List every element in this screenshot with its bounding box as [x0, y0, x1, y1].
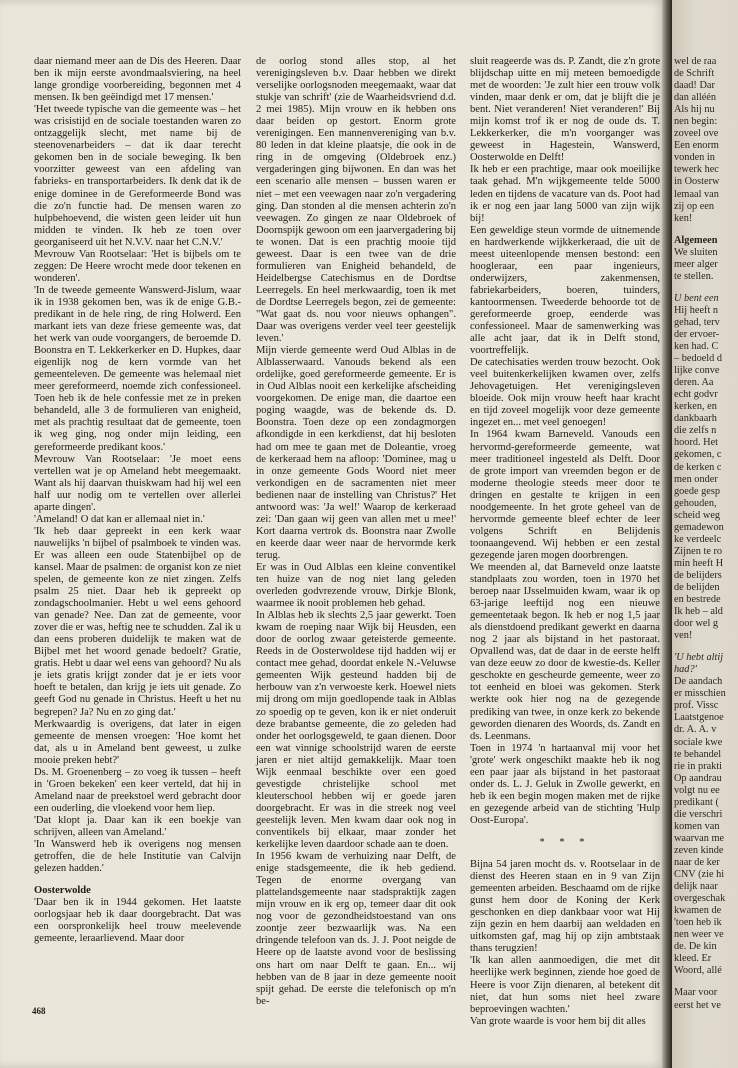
cropped-line: sociale kwe: [674, 736, 723, 748]
paragraph: 'Daar ben ik in 1944 gekomen. Het laatste oorlogsjaar heb ik daar doorgebracht. Dat was een oorspronkelijk heel trouw meelevende gemeente, leraarlievend. Maar door: [34, 897, 241, 945]
paragraph: Mevrouw Van Rootselaar: 'Het is bijbels om te zeggen: De Heere wrocht mede door tekenen en wonderen'.: [34, 248, 241, 284]
paragraph: Er was in Oud Alblas een kleine conventikel ten huize van de nog niet lang geleden overleden godvrezende vrouw, Dirkje Blonk, waarmee ik nooit problemen heb gehad.: [256, 561, 456, 610]
cropped-line: De aandach: [674, 676, 723, 688]
cropped-line: rie in prakti: [674, 760, 723, 772]
cropped-line: die verschri: [674, 808, 723, 820]
cropped-line: Zijnen te ro: [674, 545, 723, 557]
cropped-line: Een enorm: [674, 140, 719, 152]
cropped-line: te behandel: [674, 748, 722, 760]
cropped-line: scheid weg: [674, 509, 721, 521]
cropped-line: ke verdeelc: [674, 533, 722, 545]
cropped-line: gemadewon: [674, 521, 724, 533]
cropped-line: CNV (zie hi: [674, 869, 725, 881]
cropped-line: meer alger: [674, 258, 718, 270]
cropped-line: Algemeen: [674, 234, 718, 246]
paragraph: We meenden al, dat Barneveld onze laatste standplaats zou worden, toen in 1970 het beroep naar IJsselmuiden kwam, waar ik op 63-jarige leeftijd nog een nieuwe gemeentetaak begon. Ik heb er nog 1,5 jaar als dienstdoend predikant gewerkt en daarna nog 2 jaar als bijstand in het pastoraat. Opvallend was, dat de daar in de eerste helft van deze eeuw zo door de kwestie-ds. Keller geschokte en gescheurde gemeente, weer zo tot eenheid en bloei was gekomen. Sterk werkte ook hier nog na de gezegende prediking van twee, in onze kerk zo bekende geworden dienaren des Woords, ds. Zandt en ds. Leenmans.: [470, 561, 660, 742]
cropped-line: men onder: [674, 473, 718, 485]
cropped-line: goede gesp: [674, 485, 721, 497]
cropped-line: kerken, en: [674, 401, 717, 413]
paragraph: 'In Wanswerd heb ik overigens nog mensen getroffen, die de hele Institutie van Calvijn gelezen hadden.': [34, 839, 241, 875]
cropped-line: in Oosterw: [674, 176, 720, 188]
cropped-line: nen begin:: [674, 116, 718, 128]
cropped-line: wel de raa: [674, 56, 717, 67]
paragraph: de oorlog stond alles stop, al het verenigingsleven b.v. Daar hebben we direkt verselijke oorlogsnoden meegemaakt, waar dat stukje van schrift' (zie de Waarheidsvriend d.d. 2 mei 1985). Mijn vrouw en ik hebben ons daar beiden op gestort. Enorm grote verenigingen. Een mannenvereniging van b.v. 80 leden in dat kleine plaatsje, die ook in de ring in de omgeving (Oldebroek enz.) vergaderingen ging bijwonen. En dan was het een scenario alle mensen – bussen waren er niet – met een veewagen naar zo'n vergadering ging. Dan stonden al die mensen achterin zo'n veewagen. Zo gingen ze naar Oldebroek of Doornspijk gewoon om een jaarvergadering bij te wonen. Dat is een prachtig mooie tijd geweest. Daar is een twee van de drie formulieren van Enigheid behandeld, de Heidelbergse Catechismus en de Dordtse Leerregels. En heel merkwaardig, toen ik met de Dordtse Leerregels begon, zei de gemeente: "Wat gaat ds. nou voor nieuws ophangen". Daar was overigens verder veel teer geestelijk leven.': [256, 56, 456, 345]
cropped-line: predikant (: [674, 796, 719, 808]
cropped-line: kwamen de: [674, 905, 722, 917]
cropped-line: 'U hebt altij: [674, 652, 724, 664]
cropped-line: had?': [674, 664, 697, 676]
text-column-2: [256, 56, 456, 1008]
cropped-line: hoord. Het: [674, 437, 719, 449]
cropped-line: U bent een: [674, 292, 719, 304]
cropped-line: tewerk hec: [674, 164, 719, 176]
paragraph: Bijna 54 jaren mocht ds. v. Rootselaar in de dienst des Heeren staan en in 9 van Zijn gemeenten arbeiden. Beschaamd om de rijke gunst hem door de Koning der Kerk geschonken en diep dankbaar voor wat Hij zijn gezin en hem daarbij aan weldaden en uitkomsten gaf, mag hij op zijn ambtstaak thans terugzien!: [470, 859, 660, 955]
cropped-line: dankbaarh: [674, 413, 717, 425]
cropped-line: gekomen, c: [674, 449, 722, 461]
paragraph: 'In de tweede gemeente Wanswerd-Jislum, waar ik in 1938 gekomen ben, was ik de enige G.B.-predikant in de hele ring, de ring Holwerd. Een markant iets van deze friese gemeente was, dat het werk van oude voorgangers, de beroemde D. Boonstra en T. Lekkerkerker en D. Hupkes, daar eigenlijk nog de kern vormde van het gemeenteleven. De gemeente was helemaal niet meer gereformeerd, noemde zich confessioneel. Toen heb ik de hele confessie met ze in preken behandeld, alle 3 de formulieren van enigheid, met als prachtig resultaat dat de gemeente, toen ik weg ging, nog onder mijn leiding, een gereformeerde predikant koos.': [34, 284, 241, 453]
cropped-line: de Schrift: [674, 68, 715, 80]
cropped-line: 'toen heb ik: [674, 917, 722, 929]
cropped-line: Laatstgenoe: [674, 712, 724, 724]
cropped-line: der ervoer-: [674, 328, 720, 340]
paragraph: Mijn vierde gemeente werd Oud Alblas in de Alblasserwaard. Vanouds bekend als een ordelijke, goed gereformeerde gemeente. Er is in Oud Alblas nooit een kerkelijke afscheiding voorgekomen. De enige man, die daartoe een poging waagde, was de bekende ds. D. Boonstra. Toen deze op een zondagmorgen afkondigde in een kerkdienst, dat hij besloten had om mee te gaan met de Doleantie, vroeg de kerkeraad hem na afloop: 'Dominee, mag u in onze gemeente Gods Woord niet meer verkondigen en de sacramenten niet meer bedienen naar de instelling van Christus?' Het antwoord was: 'Ja wel!' Waarop de kerkeraad zei: 'Dan gaan wij geen van allen met u mee!' Kort daarna vertrok ds. Boonstra naar Zwolle en keerde daar weer naar de hervormde kerk terug.: [256, 345, 456, 561]
paragraph: De catechisaties werden trouw bezocht. Ook veel buitenkerkelijken kwamen over, zelfs Jehovagetuigen. Het verenigingsleven bloeide. Ook mijn vrouw heeft haar kracht en tijd zoveel mogelijk voor deze gemeente ingezet en... met veel genoegen!: [470, 357, 660, 429]
cropped-line: de belijden: [674, 581, 720, 593]
paragraph: Ik heb er een prachtige, maar ook moeilijke taak gehad. M'n wijkgemeente telde 5000 leden en tijdens de vacature van ds. Poot had ik er nog een jaar lang 5000 van zijn wijk bij!: [470, 164, 660, 224]
cropped-line: lemaal van: [674, 188, 719, 200]
paragraph: 'Ik heb daar gepreekt in een kerk waar nauwelijks 'n bijbel of psalmboek te vinden was. Er was alleen een oude Statenbijbel op de kansel. Maar de psalmen: de organist kon ze niet spelen, de gemeente kon ze niet zingen. Zelfs psalm 25 niet. Daar heb ik gepreekt op zondagschoolmanier. Hebt u wel eens gehoord van genade? Nee. Dan zat de gemeente, voor zover die er was, heftig nee te schudden. Zal ik u dan eens proberen duidelijk te maken wat de Bijbel met het woord genade bedoelt? Gratie, gratis. Hebt u daar wel eens van gehoord? Nu als je iets gratis krijgt zonder dat je er iets voor hoeft te betalen, dan krijg je iets uit genade. Zo geeft God nu genade in Christus. Heeft u het nu begrepen? Ja? Nu en zo ging dat.': [34, 525, 241, 718]
paragraph: 'Ameland! O dat kan er allemaal niet in.': [34, 513, 205, 525]
cropped-line: eerst het ve: [674, 999, 721, 1011]
cropped-line: daad! Dar: [674, 80, 715, 92]
cropped-line: komen van: [674, 820, 720, 832]
section-separator: * * *: [539, 837, 591, 848]
cropped-line: ken!: [674, 212, 693, 224]
line-gap: [674, 642, 738, 652]
cropped-line: – bedoeld d: [674, 353, 723, 365]
section-heading: Oosterwolde: [34, 885, 91, 897]
paragraph: Merkwaardig is overigens, dat later in eigen gemeente de mensen vroegen: 'Hoe komt het dat, als u in Ameland bent geweest, u zulke mooie preken hebt?': [34, 718, 241, 766]
paragraph: In 1956 kwam de verhuizing naar Delft, de enige stadsgemeente, die ik heb gediend. Tegen de enorme overgang van plattelandsgemeente naar stadspraktijk zagen mijn vrouw en ik erg op, temeer daar dit ook nog voor de gezondheidstoestand van ons zoontje zeer bezwaarlijk was. Na een dringende telefoon van ds. J. J. Poot neigde de Heere op de laatste avond voor de beslissing ons hart om naar Delft te gaan. En... wij hebben van de 8 jaar in deze gemeente nooit spijt gehad. De eerste die telefonisch op m'n be-: [256, 851, 456, 1007]
cropped-line: ven!: [674, 630, 693, 642]
line-gap: [674, 977, 738, 987]
paragraph: daar niemand meer aan de Dis des Heeren. Daar ben ik mijn eerste avondmaalsviering, na heel lange grondige voorbereiding, begonnen met 4 mensen. Ik ben geëindigd met 17 mensen.': [34, 56, 241, 104]
page-number: 468: [32, 1006, 46, 1016]
cropped-line: prof. Vissc: [674, 700, 719, 712]
cropped-line: echt godvr: [674, 389, 718, 401]
text-column-4-cropped: [674, 56, 738, 1012]
cropped-line: vonden in: [674, 152, 715, 164]
cropped-line: Op aandrau: [674, 772, 722, 784]
cropped-line: de. De kin: [674, 941, 717, 953]
line-gap: [674, 283, 738, 293]
paragraph: 'Dat klopt ja. Daar kan ik een boekje van schrijven, alleen van Ameland.': [34, 814, 241, 838]
paragraph: In 1964 kwam Barneveld. Vanouds een hervormd-gereformeerde gemeente, wat meer traditioneel ingesteld als Delft. Door de grote import van vreemden begon er de moderne theologie steeds meer door te dringen en gestalte te krijgen in een noodgemeente. In het grote geheel van de hervormde gemeente bleef echter de leer volgens Schrift en Belijdenis toonaangevend. Wij hebben er een zestal gezegende jaren mogen doorbrengen.: [470, 429, 660, 561]
cropped-line: dr. A. A. v: [674, 724, 717, 736]
paragraph: Een geweldige steun vormde de uitnemende en hardwerkende wijkkerkeraad, die uit de meest uiteenlopende mensen bestond: een hoogleraar, een paar ingenieurs, onderwijzers, zakenmensen, fabriekarbeiders, boeren, tuinders, kantoormensen. Tweederde behoorde tot de gereformeerde groep, eenderde was confessioneel. Maar de samenwerking was alle acht jaar, dat ik in Delft stond, voortreffelijk.: [470, 224, 660, 357]
paragraph: Van grote waarde is voor hem bij dit alles: [470, 1015, 646, 1027]
cropped-line: door wel g: [674, 618, 719, 630]
cropped-line: nen weer ve: [674, 929, 724, 941]
paragraph: sluit reageerde was ds. P. Zandt, die z'n grote blijdschap uitte en mij meteen bemoedigde met de woorden: 'Je zult hier een trouw volk vinden, maar denk er om, dat je blijft die je bent. Niet veranderen! Niet veranderen!' Bij mijn komst trof ik er nog de oude ds. T. Lekkerkerker, die m'n voorganger was geweest in Hagestein, Wanswerd, Oosterwolde en Delft!: [470, 56, 660, 164]
cropped-line: Maar voor: [674, 987, 718, 999]
cropped-line: We sluiten: [674, 246, 718, 258]
cropped-line: Woord, allé: [674, 965, 722, 977]
paragraph: Toen in 1974 'n hartaanval mij voor het 'grote' werk ongeschikt maakte heb ik nog een paar jaar als bijstand in het pastoraat onder ds. L. J. Geluk in Zwolle gewerkt, en heb ik een begin mogen maken met de rijke en gezegende arbeid van de stichting 'Hulp Oost-Europa'.: [470, 742, 660, 826]
cropped-line: dan alléén: [674, 92, 717, 104]
cropped-line: min heeft H: [674, 557, 724, 569]
cropped-line: gehouden,: [674, 497, 717, 509]
cropped-line: Ik heb – ald: [674, 606, 723, 618]
paragraph: Ds. M. Groenenberg – zo voeg ik tussen – heeft in 'Groen bekeken' een keer verteld, dat hij in Ameland naar de preekstoel werd gebracht door een ouderling, die vloekend voor hem liep.: [34, 766, 241, 814]
cropped-line: gehad, terv: [674, 316, 720, 328]
paragraph: In Alblas heb ik slechts 2,5 jaar gewerkt. Toen kwam de roeping naar Wijk bij Heusden, een door de oorlog zwaar geteisterde gemeente. Reeds in de Oosterwoldese tijd hadden wij er contact mee gehad, doordat enkele N.-Veluwse gemeenten Wijk gesteund hadden bij de herbouw van z'n verwoeste kerk. Hoewel niets mij drong om mijn goedlopende taak in Alblas zo spoedig op te geven, kon ik er niet onderuit deze brabantse gemeente, die zo geleden had onder het oorlogsgeweld, te gaan dienen. Door een wat vinnige schoolstrijd waren de eerste jaren er niet altijd gemakkelijk. Maar toen Wijk eenmaal beschikte over een goed gevestigde christelijke school met kleuterschool hebben wij er goede jaren doorgebracht. Er was in die streek nog veel geestelijk leven. Men kwam daar ook nog in conventikels bij elkaar, maar zonder het kerkelijke leven daardoor schade aan te doen.: [256, 610, 456, 851]
line-gap: [674, 225, 738, 235]
cropped-line: zeven kinde: [674, 844, 724, 856]
book-gutter: [662, 0, 672, 1068]
cropped-line: zij op een: [674, 200, 715, 212]
cropped-line: lijke conve: [674, 365, 720, 377]
cropped-line: de belijders: [674, 569, 722, 581]
cropped-line: de kerken c: [674, 461, 722, 473]
cropped-line: die zelfs n: [674, 425, 717, 437]
cropped-line: overgeschak: [674, 893, 726, 905]
text-column-1: [34, 56, 241, 945]
cropped-line: delijk naar: [674, 881, 718, 893]
cropped-line: Als hij nu: [674, 104, 715, 116]
cropped-line: te stellen.: [674, 270, 714, 282]
cropped-line: naar de ker: [674, 857, 720, 868]
cropped-line: er misschien: [674, 688, 726, 700]
cropped-line: zoveel ove: [674, 128, 719, 140]
paragraph: Mevrouw Van Rootselaar: 'Je moet eens vertellen wat je op Ameland hebt meegemaakt. Want als hij daarvan thuiskwam had hij wel een half uur nodig om te vertellen over allerlei aparte dingen'.: [34, 453, 241, 513]
cropped-line: volgt nu ee: [674, 784, 720, 796]
cropped-line: ken had. C: [674, 341, 719, 353]
cropped-line: Hij heeft n: [674, 304, 719, 316]
paragraph: 'Het tweede typische van die gemeente was – het was crisistijd en de sociale toestanden waren zo ontzaggelijk slecht, met name bij de steenovenarbeiders – dat ik daar terecht gekomen ben in de sociale beweging. Ik ben voorzitter geweest van een afdeling van fabrieks- en transportarbeiders. Ik denk dat ik de enige dominee in de Gereformeerde Bond was die zo'n functie had. De mensen waren zo hulpbehoevend, die wisten geen leider uit hun midden te vinden. Ik heb ze toen over georganiseerd uit het N.V.V. naar het C.N.V.': [34, 104, 241, 248]
text-column-3: [470, 56, 660, 1028]
cropped-line: en bestrede: [674, 594, 721, 606]
cropped-line: waarvan me: [674, 832, 725, 844]
cropped-line: deren. Aa: [674, 377, 714, 389]
cropped-line: kleed. Er: [674, 953, 712, 965]
paragraph: 'Ik kan allen aanmoedigen, die met dit heerlijke werk beginnen, ziende hoe goed de Heere is voor Zijn dienaren, al betekent dit niet, dat hun soms niet heel zware beproevingen wachten.': [470, 955, 660, 1015]
